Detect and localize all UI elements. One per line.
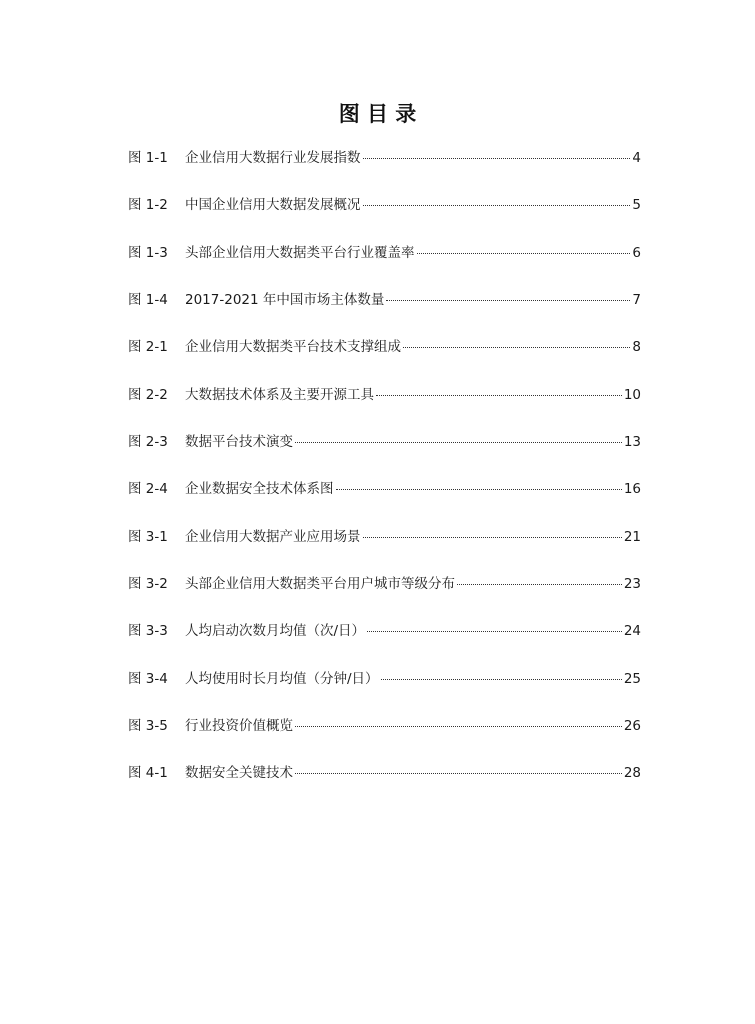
dot-leader	[403, 347, 630, 348]
figure-number: 图 1-2	[128, 197, 168, 214]
figure-title: 企业信用大数据行业发展指数	[185, 150, 361, 166]
toc-entry[interactable]	[128, 763, 641, 810]
page-number: 25	[623, 670, 641, 687]
table-of-figures	[128, 148, 641, 811]
figure-number: 图 2-4	[128, 481, 168, 498]
toc-entry[interactable]	[128, 337, 641, 384]
page-number: 24	[623, 623, 641, 640]
page-number: 10	[623, 386, 641, 403]
figure-number: 图 3-4	[128, 670, 168, 687]
toc-entry[interactable]	[128, 574, 641, 621]
toc-entry[interactable]	[128, 243, 641, 290]
dot-leader	[376, 395, 622, 396]
figure-title: 大数据技术体系及主要开源工具	[185, 386, 374, 403]
dot-leader	[295, 726, 622, 727]
page-number: 16	[623, 481, 641, 498]
figure-number: 图 2-3	[128, 434, 168, 451]
toc-entry[interactable]	[128, 621, 641, 668]
toc-entry[interactable]	[128, 479, 641, 526]
figure-number: 图 4-1	[128, 765, 168, 782]
dot-leader	[381, 679, 622, 680]
dot-leader	[295, 442, 622, 443]
figure-number: 图 1-4	[128, 292, 168, 309]
page-number: 23	[623, 576, 641, 593]
figure-title: 2017-2021 年中国市场主体数量	[185, 292, 385, 309]
page-number: 5	[632, 197, 641, 214]
figure-number: 图 3-5	[128, 718, 168, 735]
figure-title: 企业数据安全技术体系图	[185, 481, 334, 498]
page-number: 26	[623, 718, 641, 735]
figure-title: 数据安全关键技术	[185, 765, 293, 782]
dot-leader	[457, 584, 622, 585]
figure-title: 数据平台技术演变	[185, 434, 293, 451]
figure-title: 人均启动次数月均值（次/日）	[185, 623, 366, 640]
figure-number: 图 3-3	[128, 623, 168, 640]
figure-number: 图 3-1	[128, 528, 168, 545]
toc-entry[interactable]	[128, 385, 641, 432]
toc-entry[interactable]	[128, 195, 641, 242]
page-number: 28	[623, 765, 641, 782]
dot-leader	[417, 253, 631, 254]
figure-title: 企业信用大数据产业应用场景	[185, 528, 361, 545]
figure-number: 图 3-2	[128, 576, 168, 593]
figure-title: 中国企业信用大数据发展概况	[185, 197, 361, 214]
toc-entry[interactable]	[128, 716, 641, 763]
dot-leader	[363, 158, 631, 159]
figure-number: 图 1-3	[128, 244, 168, 261]
dot-leader	[295, 773, 622, 774]
dot-leader	[386, 300, 630, 301]
page-number: 8	[632, 339, 641, 356]
dot-leader	[367, 631, 622, 632]
figure-title: 人均使用时长月均值（分钟/日）	[185, 670, 379, 687]
page-title: 图 目 录	[338, 102, 417, 126]
figure-title: 行业投资价值概览	[185, 718, 293, 735]
toc-entry[interactable]	[128, 148, 641, 195]
figure-title: 企业信用大数据类平台技术支撑组成	[185, 339, 401, 356]
figure-number: 图 2-2	[128, 386, 168, 403]
dot-leader	[363, 205, 631, 206]
dot-leader	[336, 489, 622, 490]
figure-number: 图 1-1	[128, 150, 168, 166]
page-number: 6	[632, 244, 641, 261]
toc-entry[interactable]	[128, 432, 641, 479]
dot-leader	[363, 537, 622, 538]
toc-entry[interactable]	[128, 669, 641, 716]
page-number: 7	[632, 292, 641, 309]
page-number: 21	[623, 528, 641, 545]
figure-title: 头部企业信用大数据类平台行业覆盖率	[185, 244, 415, 261]
toc-entry[interactable]	[128, 527, 641, 574]
figure-title: 头部企业信用大数据类平台用户城市等级分布	[185, 576, 455, 593]
page-number: 4	[632, 150, 641, 166]
page-number: 13	[623, 434, 641, 451]
figure-number: 图 2-1	[128, 339, 168, 356]
toc-entry[interactable]	[128, 290, 641, 337]
